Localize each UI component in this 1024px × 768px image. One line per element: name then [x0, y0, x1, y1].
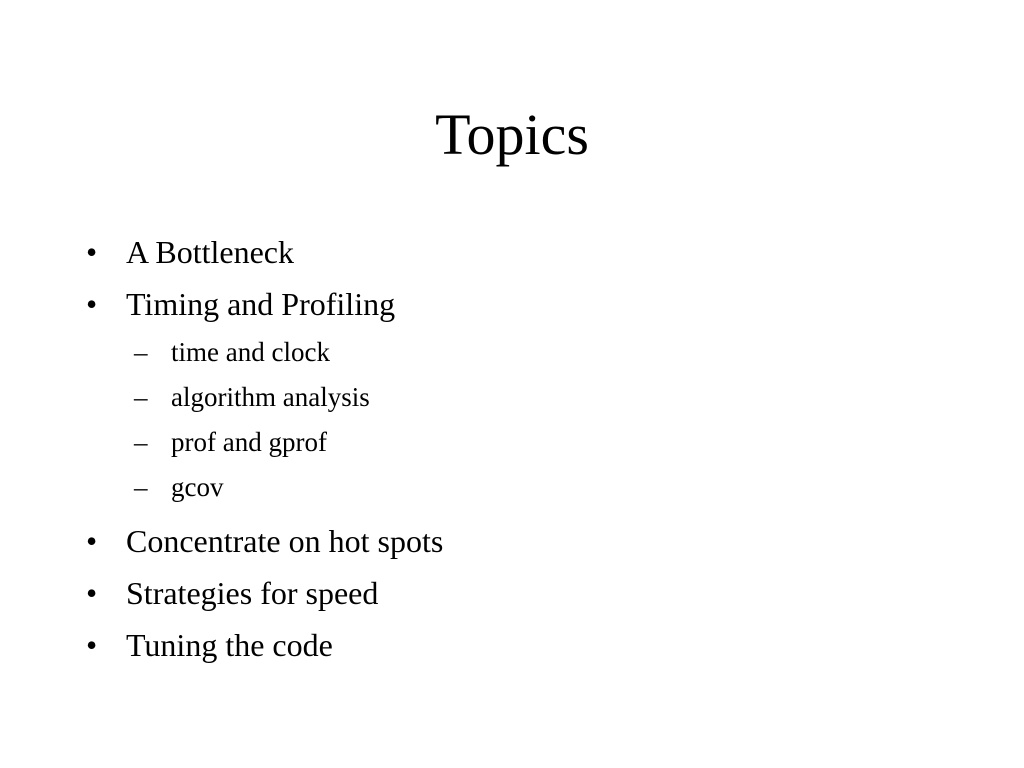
- bullet-text: Strategies for speed: [126, 575, 379, 611]
- bullet-marker: •: [86, 575, 98, 611]
- sub-bullet-marker: –: [134, 337, 148, 367]
- bullet-item: [86, 226, 986, 278]
- bullet-item: [86, 278, 986, 330]
- bullet-item: [86, 567, 986, 619]
- bullet-text: Concentrate on hot spots: [126, 523, 444, 559]
- bullet-text: A Bottleneck: [126, 234, 294, 270]
- sub-bullet-marker: –: [134, 472, 148, 502]
- sub-bullet-marker: –: [134, 427, 148, 457]
- sub-bullet-marker: –: [134, 382, 148, 412]
- bullet-text: Timing and Profiling: [126, 286, 396, 322]
- sub-bullet-item: [86, 375, 986, 420]
- sub-bullet-item: [86, 465, 986, 510]
- sub-bullet-text: algorithm analysis: [171, 382, 370, 412]
- sub-bullet-item: [86, 420, 986, 465]
- sub-bullet-item: [86, 330, 986, 375]
- bullet-text: Tuning the code: [126, 627, 333, 663]
- sub-bullet-text: time and clock: [171, 337, 330, 367]
- sub-bullet-text: gcov: [171, 472, 224, 502]
- bullet-marker: •: [86, 523, 98, 559]
- bullet-item: [86, 619, 986, 671]
- bullet-list: [86, 226, 986, 671]
- bullet-marker: •: [86, 627, 98, 663]
- bullet-item: [86, 515, 986, 567]
- slide-title: Topics: [435, 102, 589, 167]
- bullet-marker: •: [86, 234, 98, 270]
- bullet-marker: •: [86, 286, 98, 322]
- sub-bullet-text: prof and gprof: [171, 427, 327, 457]
